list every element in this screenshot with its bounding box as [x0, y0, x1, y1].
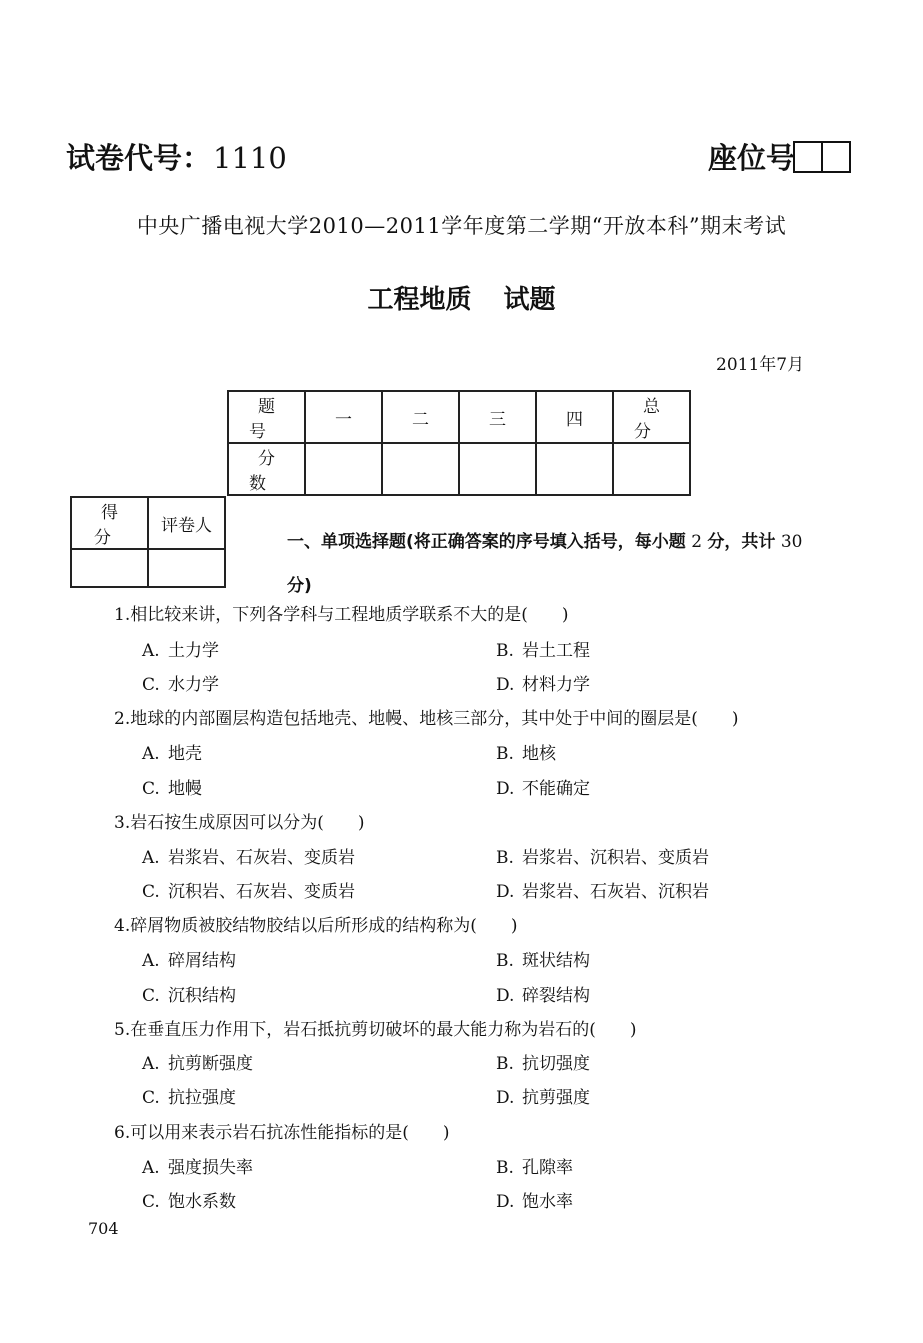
paper-code-number: 1110: [213, 141, 287, 175]
option-c[interactable]: C. 水力学: [142, 675, 219, 695]
option-c[interactable]: C. 饱水系数: [142, 1192, 236, 1212]
option-c[interactable]: C. 沉积结构: [142, 986, 236, 1006]
score-cell[interactable]: [459, 443, 536, 495]
option-a[interactable]: A. 岩浆岩、石灰岩、变质岩: [142, 848, 355, 868]
score-cell[interactable]: [305, 443, 382, 495]
option-d[interactable]: D. 不能确定: [496, 779, 590, 799]
score-table: [227, 390, 691, 496]
option-a[interactable]: A. 土力学: [142, 641, 219, 661]
option-b[interactable]: B. 孔隙率: [496, 1158, 573, 1178]
subject-title: [0, 279, 923, 316]
option-a[interactable]: A. 地壳: [142, 744, 202, 764]
score-cell[interactable]: [536, 443, 613, 495]
option-c[interactable]: C. 地幔: [142, 779, 202, 799]
seat-number-box[interactable]: [821, 141, 851, 173]
exam-date: 2011年7月: [716, 355, 805, 375]
paper-code: [66, 136, 287, 177]
score-table-score-row: [228, 443, 690, 495]
section-title: 一、单项选择题(将正确答案的序号填入括号，每小题: [287, 532, 686, 552]
option-a[interactable]: A. 抗剪断强度: [142, 1054, 253, 1074]
score-table-row-header: 题 号: [228, 391, 305, 443]
seat-number-field: [708, 136, 851, 177]
question-stem: 3.岩石按生成原因可以分为( ): [114, 813, 365, 833]
question-stem: 1.相比较来讲，下列各学科与工程地质学联系不大的是( ): [114, 605, 569, 625]
grader-table: [70, 496, 226, 588]
option-b[interactable]: B. 岩土工程: [496, 641, 590, 661]
option-b[interactable]: B. 斑状结构: [496, 951, 590, 971]
question-stem: 2.地球的内部圈层构造包括地壳、地幔、地核三部分，其中处于中间的圈层是( ): [114, 709, 739, 729]
seat-number-box[interactable]: [793, 141, 823, 173]
option-d[interactable]: D. 岩浆岩、石灰岩、沉积岩: [496, 882, 709, 902]
option-d[interactable]: D. 碎裂结构: [496, 986, 590, 1006]
score-cell[interactable]: [613, 443, 690, 495]
score-table-header-row: [228, 391, 690, 443]
grader-score-cell[interactable]: [71, 549, 148, 587]
score-table-column: 一: [305, 391, 382, 443]
score-table-column: 四: [536, 391, 613, 443]
section-end: 分): [287, 576, 312, 596]
score-table-column: 二: [382, 391, 459, 443]
option-b[interactable]: B. 地核: [496, 744, 556, 764]
question-stem: 4.碎屑物质被胶结物胶结以后所形成的结构称为( ): [114, 916, 518, 936]
score-table-column: 三: [459, 391, 536, 443]
option-d[interactable]: D. 抗剪强度: [496, 1088, 590, 1108]
question-stem: 6.可以用来表示岩石抗冻性能指标的是( ): [114, 1123, 450, 1143]
option-b[interactable]: B. 岩浆岩、沉积岩、变质岩: [496, 848, 709, 868]
grader-table-grader-header: 评卷人: [148, 497, 225, 549]
score-table-row-header: 分 数: [228, 443, 305, 495]
question-stem: 5.在垂直压力作用下，岩石抵抗剪切破坏的最大能力称为岩石的( ): [114, 1020, 637, 1040]
page-number: 704: [88, 1219, 119, 1238]
score-cell[interactable]: [382, 443, 459, 495]
section-points-each: 2: [691, 532, 703, 552]
seat-number-label: 座位号: [708, 141, 796, 175]
option-d[interactable]: D. 材料力学: [496, 675, 590, 695]
option-b[interactable]: B. 抗切强度: [496, 1054, 590, 1074]
score-table-column: 总 分: [613, 391, 690, 443]
subject-kind: 试题: [503, 285, 556, 315]
grader-name-cell[interactable]: [148, 549, 225, 587]
section-total: 30: [780, 532, 803, 552]
section-heading: [287, 520, 867, 608]
option-c[interactable]: C. 抗拉强度: [142, 1088, 236, 1108]
grader-table-score-header: 得 分: [71, 497, 148, 549]
section-middle: 分，共计: [707, 532, 776, 552]
option-a[interactable]: A. 强度损失率: [142, 1158, 253, 1178]
option-a[interactable]: A. 碎屑结构: [142, 951, 236, 971]
subject-name: 工程地质: [367, 285, 472, 315]
paper-code-label: 试卷代号：: [66, 141, 212, 175]
option-c[interactable]: C. 沉积岩、石灰岩、变质岩: [142, 882, 355, 902]
option-d[interactable]: D. 饱水率: [496, 1192, 573, 1212]
exam-title: 中央广播电视大学2010—2011学年度第二学期“开放本科”期末考试: [136, 214, 787, 238]
